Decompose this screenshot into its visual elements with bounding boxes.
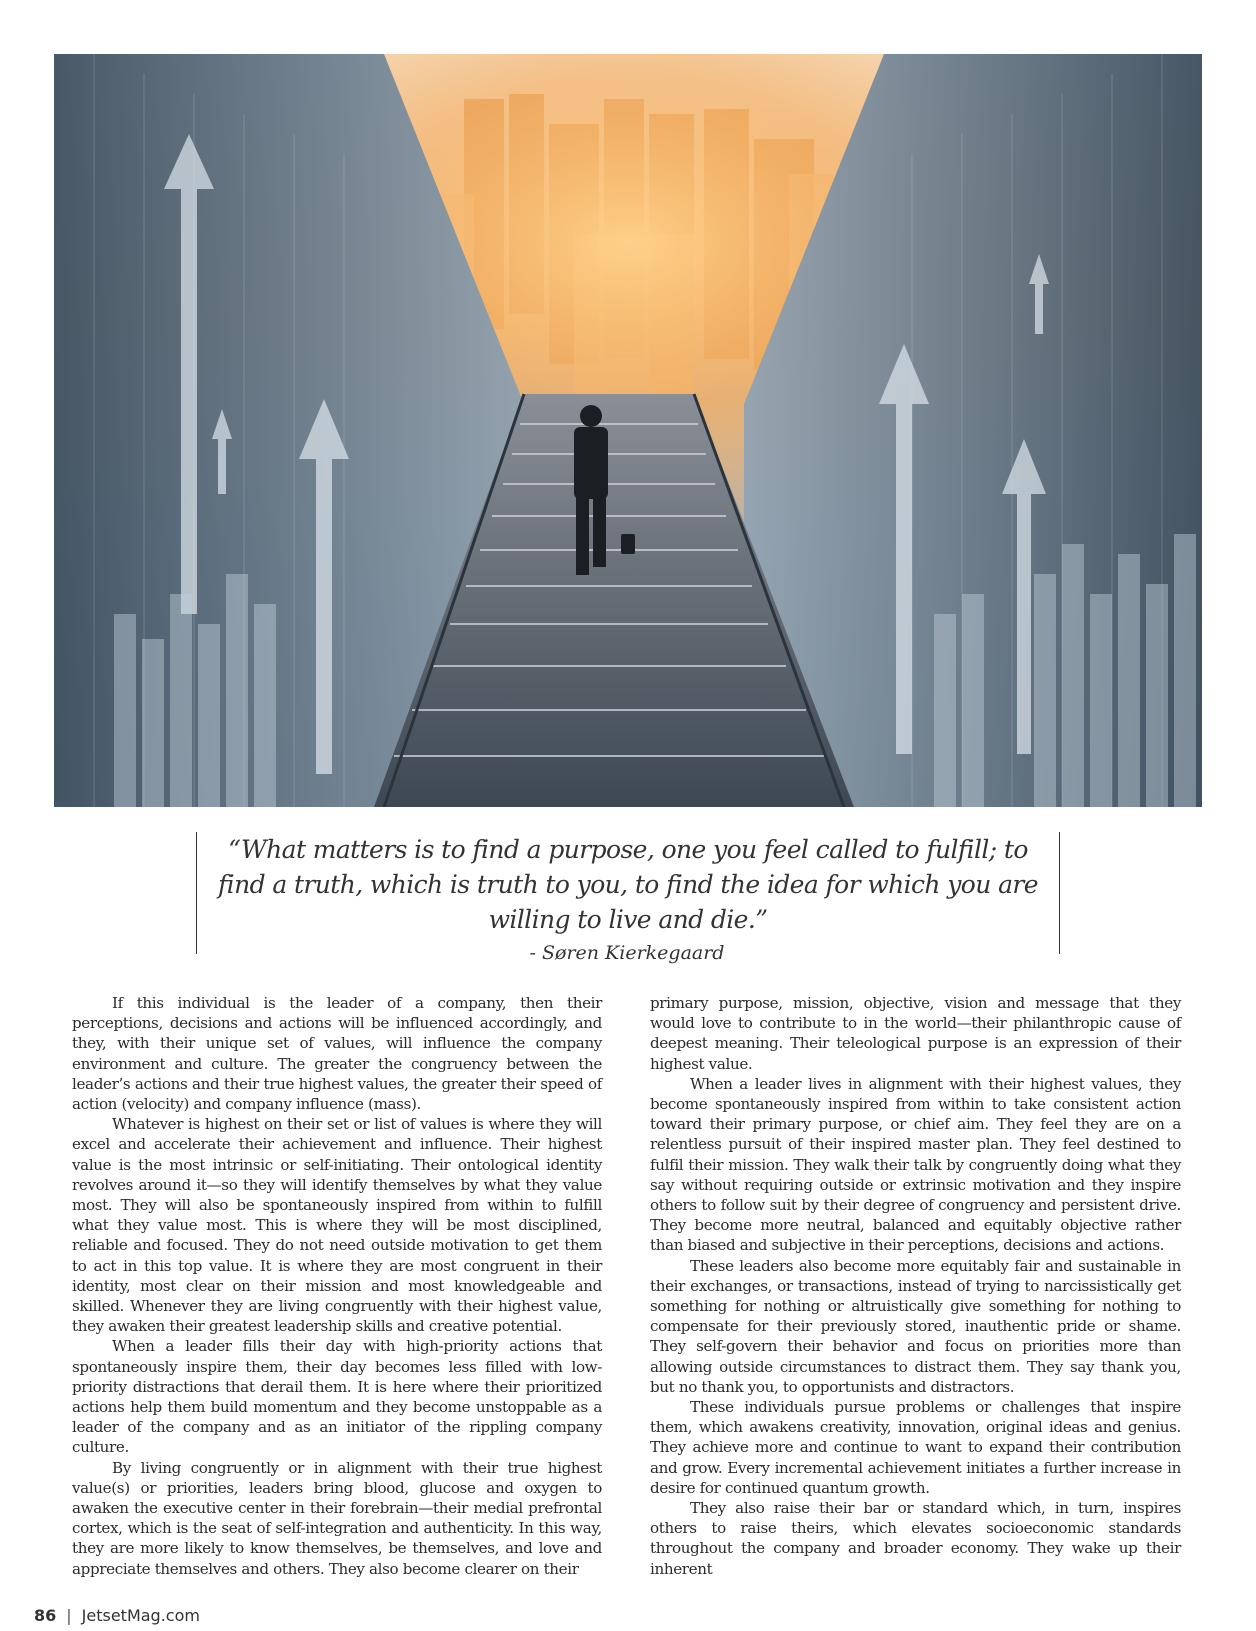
paragraph: By living congruently or in alignment with their true highest value(s) or priorities, leaders bring blood, glucose and oxygen to awaken the executive center in their forebrain—their medial prefrontal cortex, which is the seat of self-integration and authenticity. In this way, they are more likely to know themselves, be themselves, and love and appreciate themselves and others. They also become clearer on their (72, 1458, 602, 1578)
article-column-right (650, 993, 1181, 1579)
paragraph: Whatever is highest on their set or list of values is where they will excel and accelerate their achievement and influence. Their highest value is the most intrinsic or self-initiating. Their ontological identity revolves around it—so they will identify themselves by what they value most. They will also be spontaneously inspired from within to fulfill what they value most. This is where they will be most disciplined, reliable and focused. They do not need outside motivation to get them to act in this top value. It is where they are most congruent in their identity, most clear on their mission and most knowledgeable and skilled. Whenever they are living congruently with their highest value, they awaken their greatest leadership skills and creative potential. (72, 1115, 602, 1336)
pull-quote (196, 832, 1060, 954)
page-footer (34, 1606, 200, 1625)
paragraph: When a leader lives in alignment with their highest values, they become spontaneously inspired from within to take consistent action toward their primary purpose, or chief aim. They feel they are on a relentless pursuit of their inspired master plan. They feel destined to fulfil their mission. They walk their talk by congruently doing what they say without requiring outside or extrinsic motivation and they inspire others to follow suit by their degree of congruency and persistent drive. They become more neutral, balanced and equitably objective rather than biased and subjective in their perceptions, decisions and actions. (650, 1074, 1181, 1255)
paragraph-continuation: primary purpose, mission, objective, vision and message that they would love to contribute to in the world—their philanthropic cause of deepest meaning. Their teleological purpose is an expression of their highest value. (650, 994, 1181, 1073)
paragraph: When a leader fills their day with high-priority actions that spontaneously inspire them, their day becomes less filled with low-priority distractions that derail them. It is here where their prioritized actions help them build momentum and they become unstoppable as a leader of the company and as an initiator of the rippling company culture. (72, 1337, 602, 1457)
footer-separator: | (66, 1606, 72, 1625)
staircase-city-illustration (54, 54, 1202, 807)
site-link[interactable]: JetsetMag.com (81, 1606, 200, 1625)
quote-attribution: - Søren Kierkegaard (529, 942, 725, 964)
quote-text: “What matters is to find a purpose, one you feel called to fulfill; to find a truth, which is truth to you, to find the idea for which you are willing to live and die.” (218, 835, 1038, 934)
article-column-left (72, 993, 602, 1579)
paragraph: They also raise their bar or standard which, in turn, inspires others to raise theirs, which elevates socioeconomic standards throughout the company and broader economy. They wake up their inherent (650, 1499, 1181, 1578)
paragraph: If this individual is the leader of a company, then their perceptions, decisions and actions will be influenced accordingly, and they, with their unique set of values, will influence the company environment and culture. The greater the congruency between the leader’s actions and their true highest values, the greater their speed of action (velocity) and company influence (mass). (72, 994, 602, 1114)
paragraph: These individuals pursue problems or challenges that inspire them, which awakens creativity, innovation, original ideas and genius. They achieve more and continue to want to expand their contribution and grow. Every incremental achievement initiates a further increase in desire for continued quantum growth. (650, 1398, 1181, 1497)
hero-image (54, 54, 1202, 807)
paragraph: These leaders also become more equitably fair and sustainable in their exchanges, or transactions, instead of trying to narcissistically get something for nothing or altruistically give something for nothing to compensate for their previously stored, inauthentic pride or shame. They self-govern their behavior and focus on priorities more than allowing outside circumstances to distract them. They say thank you, but no thank you, to opportunists and distractors. (650, 1256, 1181, 1396)
page-number: 86 (34, 1606, 57, 1625)
